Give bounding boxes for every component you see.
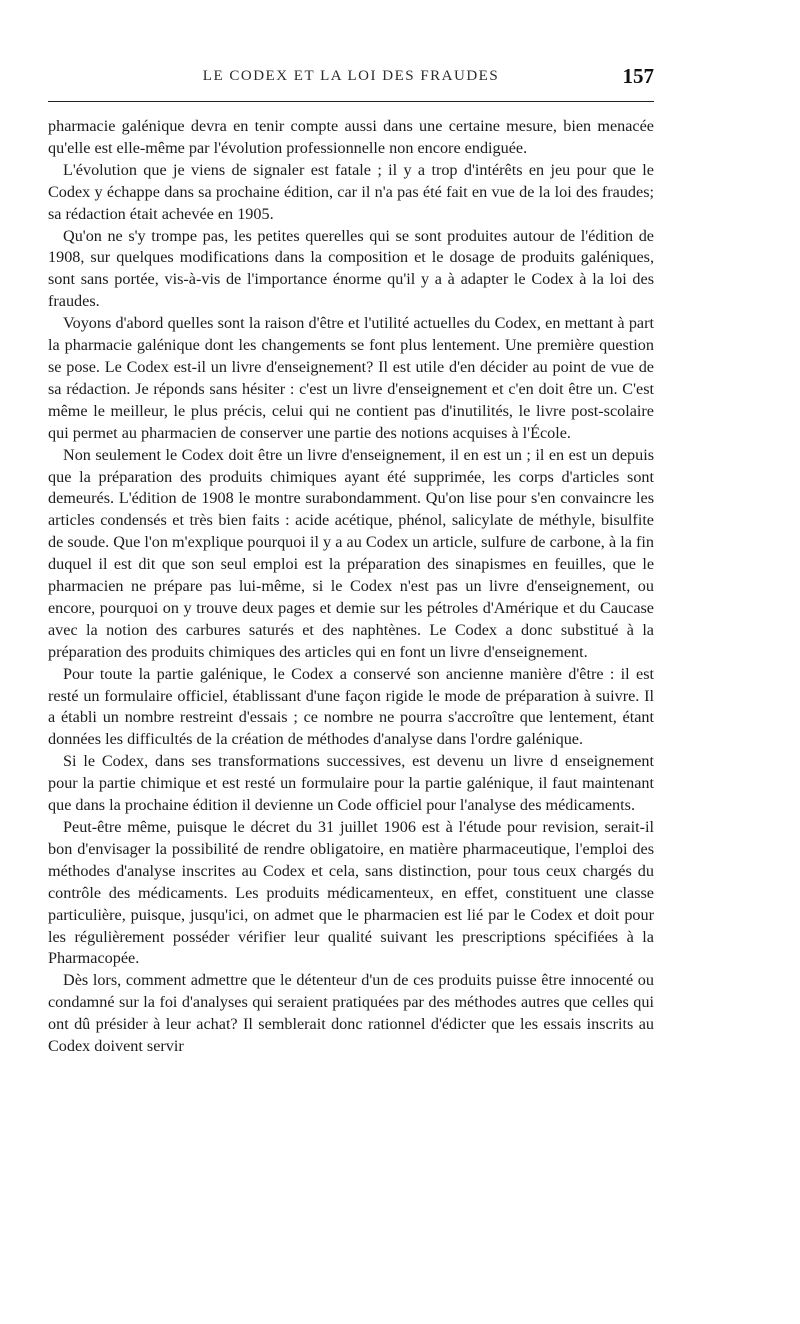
paragraph: L'évolution que je viens de signaler est fatale ; il y a trop d'intérêts en jeu pour que le Codex y échappe dans sa prochaine édition, car il n'a pas été fait en vue de la loi des fraudes; sa rédaction était achevée en 1905. — [48, 160, 654, 223]
body-text — [48, 116, 654, 1058]
paragraph: Si le Codex, dans ses transformations successives, est devenu un livre d enseignement pour la partie chimique et est resté un formulaire pour la partie galénique, il faut maintenant que dans la prochaine édition il devienne un Code officiel pour l'analyse des médicaments. — [48, 752, 654, 815]
page-number: 157 — [622, 64, 654, 88]
paragraph: Peut-être même, puisque le décret du 31 juillet 1906 est à l'étude pour revision, serait-il bon d'envisager la possibilité de rendre obligatoire, en matière pharmaceutique, l'emploi des méthodes d'analyse inscrites au Codex et cela, sans distinction, pour tous ceux chargés du contrôle des médicaments. Les produits médicamenteux, en effet, constituent une classe particulière, puisque, jusqu'ici, on admet que le pharmacien est lié par le Codex et doit pour les régulièrement posséder vérifier leur qualité suivant les prescriptions spécifiées à la Pharmacopée. — [48, 818, 654, 968]
paragraph: Dès lors, comment admettre que le détenteur d'un de ces produits puisse être innocenté ou condamné sur la foi d'analyses qui seraient pratiquées par des méthodes autres que celles qui ont dû présider à leur achat? Il semblerait donc rationnel d'édicter que les essais inscrits au Codex doivent servir — [48, 971, 654, 1056]
running-title: LE CODEX ET LA LOI DES FRAUDES — [202, 68, 500, 84]
paragraph: Pour toute la partie galénique, le Codex a conservé son ancienne manière d'être : il est resté un formulaire officiel, établissant d'une façon rigide le mode de préparation à suivre. Il a établi un nombre restreint d'essais ; ce nombre ne pourra s'accroître que lentement, étant données les difficultés de la création de méthodes d'analyse dans l'ordre galénique. — [48, 664, 654, 749]
paragraph: pharmacie galénique devra en tenir compte aussi dans une certaine mesure, bien menacée qu'elle est elle-même par l'évolution professionnelle non encore endiguée. — [48, 117, 654, 157]
paragraph: Non seulement le Codex doit être un livre d'enseignement, il en est un ; il en est un depuis que la préparation des produits chimiques ayant été supprimée, les corps d'articles sont demeurés. L'édition de 1908 le montre surabondamment. Qu'on lise pour s'en convaincre les articles condensés et très bien faits : acide acétique, phénol, salicylate de méthyle, bisulfite de soude. Que l'on m'explique pourquoi il y a au Codex un article, sulfure de carbone, à la fin duquel il est dit que son seul emploi est la préparation des sinapismes en feuilles, que le pharmacien ne prépare pas lui-même, si le Codex n'est pas un livre d'enseignement, ou encore, pourquoi on y trouve deux pages et demie sur les pétroles d'Amérique et du Caucase avec la notion des carbures saturés et des naphtènes. Le Codex a donc substitué à la préparation des produits chimiques des articles qui en font un livre d'enseignement. — [48, 445, 654, 661]
running-header — [48, 64, 654, 94]
paragraph: Qu'on ne s'y trompe pas, les petites querelles qui se sont produites autour de l'édition de 1908, sur quelques modifications dans la composition et le dosage de produits galéniques, sont sans portée, vis-à-vis de l'importance énorme qu'il y a à adapter le Codex à la loi des fraudes. — [48, 226, 654, 311]
paragraph: Voyons d'abord quelles sont la raison d'être et l'utilité actuelles du Codex, en mettant à part la pharmacie galénique dont les changements se font plus lentement. Une première question se pose. Le Codex est-il un livre d'enseignement? Il est utile d'en décider au point de vue de sa rédaction. Je réponds sans hésiter : c'est un livre d'enseignement et c'en doit être un. C'est même le meilleur, le plus précis, celui qui ne contient pas d'inutilités, le livre post-scolaire qui permet au pharmacien de conserver une partie des notions acquises à l'École. — [48, 314, 654, 442]
header-rule — [48, 101, 654, 102]
